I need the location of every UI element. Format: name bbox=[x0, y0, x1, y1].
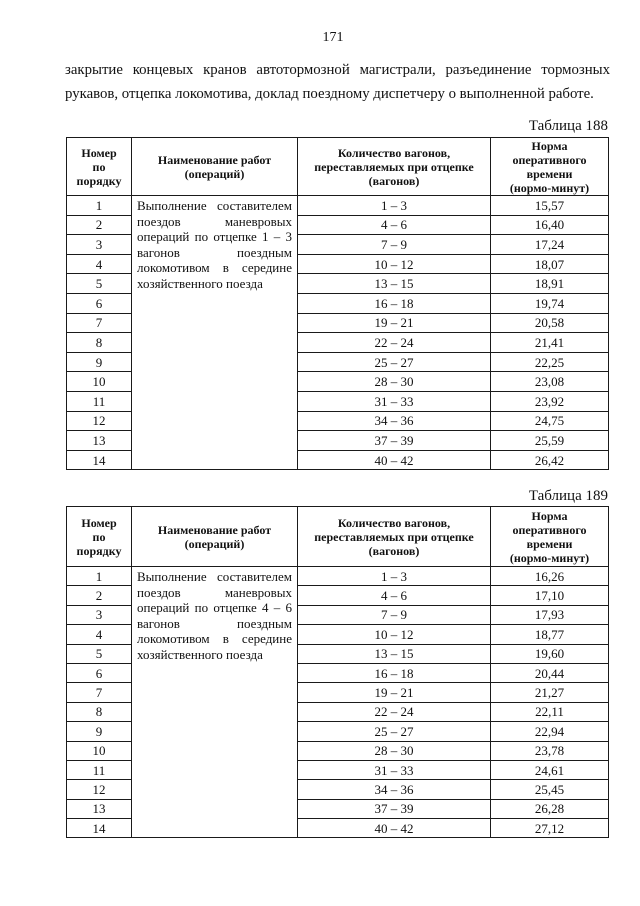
time-norm-cell: 21,27 bbox=[491, 683, 609, 702]
wagon-count-cell: 7 – 9 bbox=[298, 235, 491, 255]
wagon-count-cell: 19 – 21 bbox=[298, 313, 491, 333]
row-number-cell: 3 bbox=[67, 235, 132, 255]
wagon-count-cell: 40 – 42 bbox=[298, 450, 491, 470]
row-number-cell: 2 bbox=[67, 215, 132, 235]
time-norm-cell: 21,41 bbox=[491, 333, 609, 353]
wagon-count-cell: 4 – 6 bbox=[298, 215, 491, 235]
wagon-count-cell: 4 – 6 bbox=[298, 586, 491, 605]
table-caption: Таблица 188 bbox=[528, 118, 608, 134]
time-norm-cell: 16,40 bbox=[491, 215, 609, 235]
table-body bbox=[67, 196, 609, 470]
wagon-count-cell: 28 – 30 bbox=[298, 372, 491, 392]
norm-table-188 bbox=[66, 137, 609, 470]
time-norm-cell: 25,45 bbox=[491, 780, 609, 799]
header-number bbox=[67, 138, 132, 196]
wagon-count-cell: 16 – 18 bbox=[298, 293, 491, 313]
wagon-count-cell: 28 – 30 bbox=[298, 741, 491, 760]
header-wagon-count-label: Количество вагонов, переставляемых при отцепке (вагонов) bbox=[314, 145, 474, 188]
header-wagon-count bbox=[298, 507, 491, 567]
intro-paragraph: закрытие концевых кранов автотормозной магистрали, разъединение тормозных рукавов, отцепка локомотива, доклад поездному диспетчеру о выполненной работе. bbox=[65, 62, 610, 102]
row-number-cell: 4 bbox=[67, 254, 132, 274]
table-header bbox=[67, 507, 609, 567]
table-body bbox=[67, 567, 609, 838]
row-number-cell: 13 bbox=[67, 431, 132, 451]
time-norm-cell: 22,94 bbox=[491, 722, 609, 741]
table-row bbox=[67, 196, 609, 216]
table-row bbox=[67, 567, 609, 586]
row-number-cell: 10 bbox=[67, 372, 132, 392]
wagon-count-cell: 13 – 15 bbox=[298, 274, 491, 294]
header-time-norm-label: Норма оперативного времени (нормо-минут) bbox=[509, 508, 590, 565]
time-norm-cell: 20,44 bbox=[491, 663, 609, 682]
operation-name-cell: Выполнение составителем поездов маневровых операций по отцепке 4 – 6 вагонов поездным локомотивом в середине хозяйственного поезда bbox=[132, 567, 298, 838]
time-norm-cell: 26,42 bbox=[491, 450, 609, 470]
table-header bbox=[67, 138, 609, 196]
wagon-count-cell: 13 – 15 bbox=[298, 644, 491, 663]
time-norm-cell: 27,12 bbox=[491, 819, 609, 838]
wagon-count-cell: 25 – 27 bbox=[298, 722, 491, 741]
time-norm-cell: 19,60 bbox=[491, 644, 609, 663]
wagon-count-cell: 25 – 27 bbox=[298, 352, 491, 372]
time-norm-cell: 24,75 bbox=[491, 411, 609, 431]
header-number-label: Номер по порядку bbox=[76, 515, 122, 558]
row-number-cell: 12 bbox=[67, 411, 132, 431]
wagon-count-cell: 34 – 36 bbox=[298, 780, 491, 799]
time-norm-cell: 16,26 bbox=[491, 567, 609, 586]
row-number-cell: 1 bbox=[67, 567, 132, 586]
header-number-label: Номер по порядку bbox=[76, 145, 122, 188]
wagon-count-cell: 10 – 12 bbox=[298, 254, 491, 274]
wagon-count-cell: 19 – 21 bbox=[298, 683, 491, 702]
wagon-count-cell: 37 – 39 bbox=[298, 799, 491, 818]
row-number-cell: 1 bbox=[67, 196, 132, 216]
row-number-cell: 11 bbox=[67, 391, 132, 411]
time-norm-cell: 18,77 bbox=[491, 625, 609, 644]
header-wagon-count-label: Количество вагонов, переставляемых при отцепке (вагонов) bbox=[314, 515, 474, 558]
row-number-cell: 11 bbox=[67, 760, 132, 779]
time-norm-cell: 18,91 bbox=[491, 274, 609, 294]
wagon-count-cell: 16 – 18 bbox=[298, 663, 491, 682]
time-norm-cell: 17,24 bbox=[491, 235, 609, 255]
row-number-cell: 9 bbox=[67, 722, 132, 741]
row-number-cell: 4 bbox=[67, 625, 132, 644]
header-time-norm-label: Норма оперативного времени (нормо-минут) bbox=[509, 138, 590, 195]
row-number-cell: 14 bbox=[67, 450, 132, 470]
time-norm-cell: 23,78 bbox=[491, 741, 609, 760]
page-number: 171 bbox=[322, 30, 344, 45]
row-number-cell: 5 bbox=[67, 274, 132, 294]
wagon-count-cell: 31 – 33 bbox=[298, 760, 491, 779]
time-norm-cell: 17,93 bbox=[491, 605, 609, 624]
header-time-norm bbox=[491, 138, 609, 196]
time-norm-cell: 22,11 bbox=[491, 702, 609, 721]
norm-table-189 bbox=[66, 506, 609, 838]
row-number-cell: 7 bbox=[67, 313, 132, 333]
row-number-cell: 12 bbox=[67, 780, 132, 799]
wagon-count-cell: 7 – 9 bbox=[298, 605, 491, 624]
row-number-cell: 6 bbox=[67, 663, 132, 682]
wagon-count-cell: 10 – 12 bbox=[298, 625, 491, 644]
time-norm-cell: 19,74 bbox=[491, 293, 609, 313]
time-norm-cell: 25,59 bbox=[491, 431, 609, 451]
row-number-cell: 14 bbox=[67, 819, 132, 838]
wagon-count-cell: 22 – 24 bbox=[298, 702, 491, 721]
row-number-cell: 13 bbox=[67, 799, 132, 818]
time-norm-cell: 17,10 bbox=[491, 586, 609, 605]
row-number-cell: 8 bbox=[67, 333, 132, 353]
header-operation-label: Наименование работ (операций) bbox=[157, 152, 272, 181]
header-operation-label: Наименование работ (операций) bbox=[157, 522, 272, 551]
time-norm-cell: 24,61 bbox=[491, 760, 609, 779]
header-row bbox=[67, 138, 609, 196]
wagon-count-cell: 37 – 39 bbox=[298, 431, 491, 451]
header-row bbox=[67, 507, 609, 567]
header-operation bbox=[132, 138, 298, 196]
time-norm-cell: 23,08 bbox=[491, 372, 609, 392]
row-number-cell: 3 bbox=[67, 605, 132, 624]
time-norm-cell: 23,92 bbox=[491, 391, 609, 411]
header-number bbox=[67, 507, 132, 567]
row-number-cell: 7 bbox=[67, 683, 132, 702]
wagon-count-cell: 34 – 36 bbox=[298, 411, 491, 431]
header-time-norm bbox=[491, 507, 609, 567]
header-wagon-count bbox=[298, 138, 491, 196]
wagon-count-cell: 1 – 3 bbox=[298, 567, 491, 586]
wagon-count-cell: 22 – 24 bbox=[298, 333, 491, 353]
time-norm-cell: 26,28 bbox=[491, 799, 609, 818]
row-number-cell: 2 bbox=[67, 586, 132, 605]
wagon-count-cell: 31 – 33 bbox=[298, 391, 491, 411]
row-number-cell: 10 bbox=[67, 741, 132, 760]
time-norm-cell: 18,07 bbox=[491, 254, 609, 274]
header-operation bbox=[132, 507, 298, 567]
row-number-cell: 5 bbox=[67, 644, 132, 663]
table-caption: Таблица 189 bbox=[528, 488, 608, 504]
operation-name-cell: Выполнение составителем поездов маневровых операций по отцепке 1 – 3 вагонов поездным локомотивом в середине хозяйственного поезда bbox=[132, 196, 298, 470]
wagon-count-cell: 1 – 3 bbox=[298, 196, 491, 216]
wagon-count-cell: 40 – 42 bbox=[298, 819, 491, 838]
time-norm-cell: 22,25 bbox=[491, 352, 609, 372]
row-number-cell: 8 bbox=[67, 702, 132, 721]
time-norm-cell: 15,57 bbox=[491, 196, 609, 216]
row-number-cell: 6 bbox=[67, 293, 132, 313]
row-number-cell: 9 bbox=[67, 352, 132, 372]
time-norm-cell: 20,58 bbox=[491, 313, 609, 333]
